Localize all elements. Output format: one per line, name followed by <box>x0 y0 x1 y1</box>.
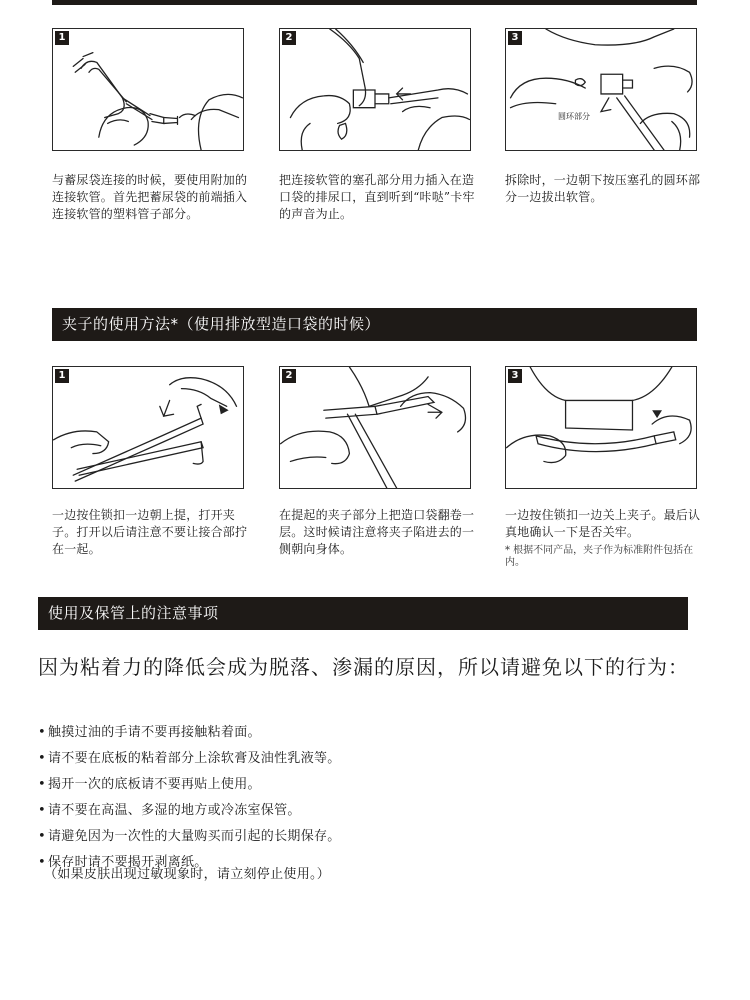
clip-open-illustration <box>53 367 243 488</box>
top-divider-bar <box>52 0 697 5</box>
clip-step-2-illustration <box>279 366 471 489</box>
list-item-text: 请避免因为一次性的大量购买而引起的长期保存。 <box>48 829 341 844</box>
connect-step-3-caption: 拆除时，一边朝下按压塞孔的圆环部分一边拔出软管。 <box>505 173 701 204</box>
list-item-text: 触摸过油的手请不要再接触粘着面。 <box>48 725 261 740</box>
list-item-text: 请不要在底板的粘着部分上涂软膏及油性乳液等。 <box>48 751 341 766</box>
bag-fold-illustration <box>280 367 470 488</box>
step-number: 2 <box>282 31 296 45</box>
clip-step-1-caption: 一边按住锁扣一边朝上提，打开夹子。打开以后请注意不要让接合部拧在一起。 <box>52 508 248 556</box>
bullet-dot: • <box>38 777 46 792</box>
clip-step-2-caption: 在提起的夹子部分上把造口袋翻卷一层。这时候请注意将夹子陷进去的一侧朝向身体。 <box>279 508 475 556</box>
allergy-footnote: （如果皮肤出现过敏现象时，请立刻停止使用。） <box>44 867 331 882</box>
step-number: 2 <box>282 369 296 383</box>
clip-step-3-caption: 一边按住锁扣一边关上夹子。最后认真地确认一下是否关牢。 <box>505 508 701 539</box>
clip-section-title: 夹子的使用方法*（使用排放型造口袋的时候） <box>52 308 697 341</box>
step-number: 3 <box>508 369 522 383</box>
list-item <box>38 720 698 746</box>
bullet-dot: • <box>38 855 46 870</box>
list-item-text: 请不要在高温、多湿的地方或冷冻室保管。 <box>48 803 301 818</box>
step-number: 1 <box>55 31 69 45</box>
care-intro-text: 因为粘着力的降低会成为脱落、渗漏的原因，所以请避免以下的行为： <box>38 655 689 679</box>
list-item-text: 揭开一次的底板请不要再贴上使用。 <box>48 777 261 792</box>
connect-step-1-caption: 与蓄尿袋连接的时候，要使用附加的连接软管。首先把蓄尿袋的前端插入连接软管的塑料管子部分。 <box>52 173 248 221</box>
bullet-dot: • <box>38 725 46 740</box>
bullet-dot: • <box>38 803 46 818</box>
list-item <box>38 824 698 850</box>
care-section-title: 使用及保管上的注意事项 <box>38 597 688 630</box>
outlet-insert-illustration <box>280 29 470 150</box>
ring-part-label: 圆环部分 <box>558 112 590 121</box>
list-item <box>38 798 698 824</box>
clip-step-1-illustration <box>52 366 244 489</box>
clip-standard-accessory-note: * 根据不同产品，夹子作为标准附件包括在内。 <box>505 545 694 568</box>
bullet-dot: • <box>38 751 46 766</box>
clip-close-illustration <box>506 367 696 488</box>
connect-step-2-caption: 把连接软管的塞孔部分用力插入在造口袋的排尿口，直到听到“咔哒”卡牢的声音为止。 <box>279 173 475 221</box>
list-item-text: 保存时请不要揭开剥离纸。 <box>48 855 208 870</box>
list-item <box>38 772 698 798</box>
bullet-dot: • <box>38 829 46 844</box>
hose-insert-illustration <box>53 29 243 150</box>
connect-step-2-illustration <box>279 28 471 151</box>
care-precautions-list <box>38 720 698 876</box>
connect-step-1-illustration <box>52 28 244 151</box>
hose-remove-illustration <box>506 29 696 150</box>
connect-step-3-illustration <box>505 28 697 151</box>
clip-step-3-illustration <box>505 366 697 489</box>
list-item <box>38 746 698 772</box>
step-number: 1 <box>55 369 69 383</box>
step-number: 3 <box>508 31 522 45</box>
